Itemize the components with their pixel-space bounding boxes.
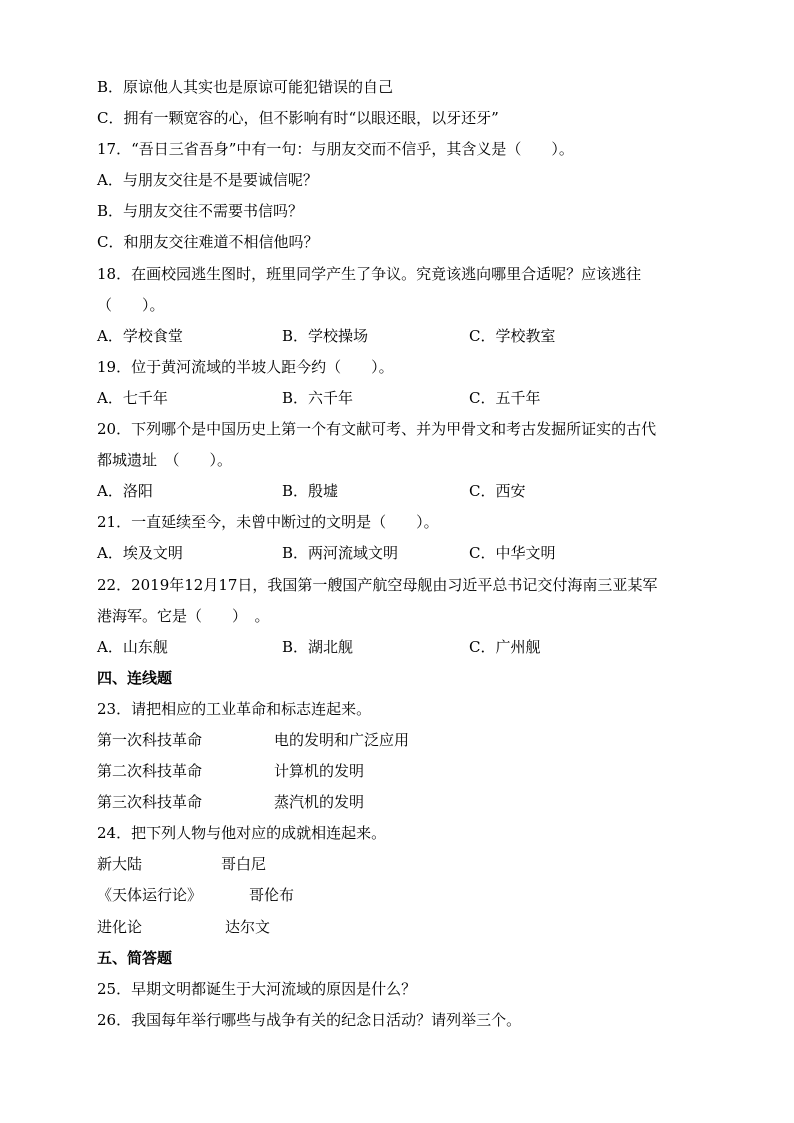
q19-option-a: A．七千年 <box>97 388 168 407</box>
exam-page <box>97 72 707 1036</box>
q24-stem: 24．把下列人物与他对应的成就相连起来。 <box>97 824 387 843</box>
q21-option-b: B．两河流域文明 <box>282 544 399 563</box>
q24-left-item: 进化论 <box>97 917 143 936</box>
q23-right-item: 蒸汽机的发明 <box>274 793 365 812</box>
q24-left-item: 新大陆 <box>97 855 143 874</box>
q17-option-b: B．与朋友交往不需要书信吗？ <box>97 202 304 221</box>
q24-right-item: 哥伦布 <box>249 886 295 905</box>
q21-options <box>97 538 707 569</box>
q19-options <box>97 383 707 414</box>
q23-pair-row <box>97 787 707 818</box>
q18-option-b: B．学校操场 <box>282 326 369 345</box>
q24-pair-row <box>97 849 707 880</box>
q20-option-c: C．西安 <box>469 482 526 501</box>
q23-stem: 23．请把相应的工业革命和标志连起来。 <box>97 699 372 718</box>
q23-right-item: 计算机的发明 <box>274 762 365 781</box>
q24-right-item: 哥白尼 <box>221 855 267 874</box>
q20-option-b: B．殷墟 <box>282 482 339 501</box>
q24-pair-row <box>97 912 707 943</box>
q18-stem-line2: （ ）。 <box>97 295 165 314</box>
q23-left-item: 第二次科技革命 <box>97 762 203 781</box>
q24-left-item: 《天体运行论》 <box>97 886 203 905</box>
q17-option-c: C．和朋友交往难道不相信他吗？ <box>97 233 319 252</box>
q20-options <box>97 476 707 507</box>
q26-stem: 26．我国每年举行哪些与战争有关的纪念日活动？请列举三个。 <box>97 1010 522 1029</box>
q19-option-b: B．六千年 <box>282 388 354 407</box>
q21-option-a: A．埃及文明 <box>97 544 183 563</box>
q23-pair-row <box>97 725 707 756</box>
q17-stem: 17．“吾日三省吾身”中有一句：与朋友交而不信乎，其含义是（ ）。 <box>97 140 574 159</box>
q23-left-item: 第三次科技革命 <box>97 793 203 812</box>
q18-option-c: C．学校教室 <box>469 326 556 345</box>
q19-option-c: C．五千年 <box>469 388 541 407</box>
q16-option-c: C．拥有一颗宽容的心，但不影响有时“以眼还眼，以牙还牙” <box>97 109 499 128</box>
q18-stem-line1: 18．在画校园逃生图时，班里同学产生了争议。究竟该逃向哪里合适呢？应该逃往 <box>97 264 642 283</box>
q21-option-c: C．中华文明 <box>469 544 556 563</box>
q21-stem: 21．一直延续至今，未曾中断过的文明是（ ）。 <box>97 513 439 532</box>
q22-option-c: C．广州舰 <box>469 637 541 656</box>
q19-stem: 19．位于黄河流域的半坡人距今约（ ）。 <box>97 357 394 376</box>
q22-option-b: B．湖北舰 <box>282 637 354 656</box>
q22-stem-line2: 港海军。它是（ ） 。 <box>97 606 270 625</box>
q20-option-a: A．洛阳 <box>97 482 153 501</box>
q20-stem-line2: 都城遗址 （ ）。 <box>97 451 233 470</box>
q24-pair-row <box>97 880 707 911</box>
section-heading-short-answer: 五、简答题 <box>97 948 173 967</box>
q23-pair-row <box>97 756 707 787</box>
q23-right-item: 电的发明和广泛应用 <box>274 730 410 749</box>
q20-stem-line1: 20．下列哪个是中国历史上第一个有文献可考、并为甲骨文和考古发掘所证实的古代 <box>97 420 657 439</box>
q22-options <box>97 632 707 663</box>
q22-option-a: A．山东舰 <box>97 637 168 656</box>
q24-right-item: 达尔文 <box>225 917 271 936</box>
q17-option-a: A．与朋友交往是不是要诚信呢？ <box>97 171 318 190</box>
q25-stem: 25．早期文明都诞生于大河流域的原因是什么？ <box>97 979 417 998</box>
q18-option-a: A．学校食堂 <box>97 326 183 345</box>
q22-stem-line1: 22．2019年12月17日，我国第一艘国产航空母舰由习近平总书记交付海南三亚某军 <box>97 575 658 594</box>
section-heading-matching: 四、连线题 <box>97 668 173 687</box>
q23-left-item: 第一次科技革命 <box>97 730 203 749</box>
q16-option-b: B．原谅他人其实也是原谅可能犯错误的自己 <box>97 78 394 96</box>
q18-options <box>97 321 707 352</box>
